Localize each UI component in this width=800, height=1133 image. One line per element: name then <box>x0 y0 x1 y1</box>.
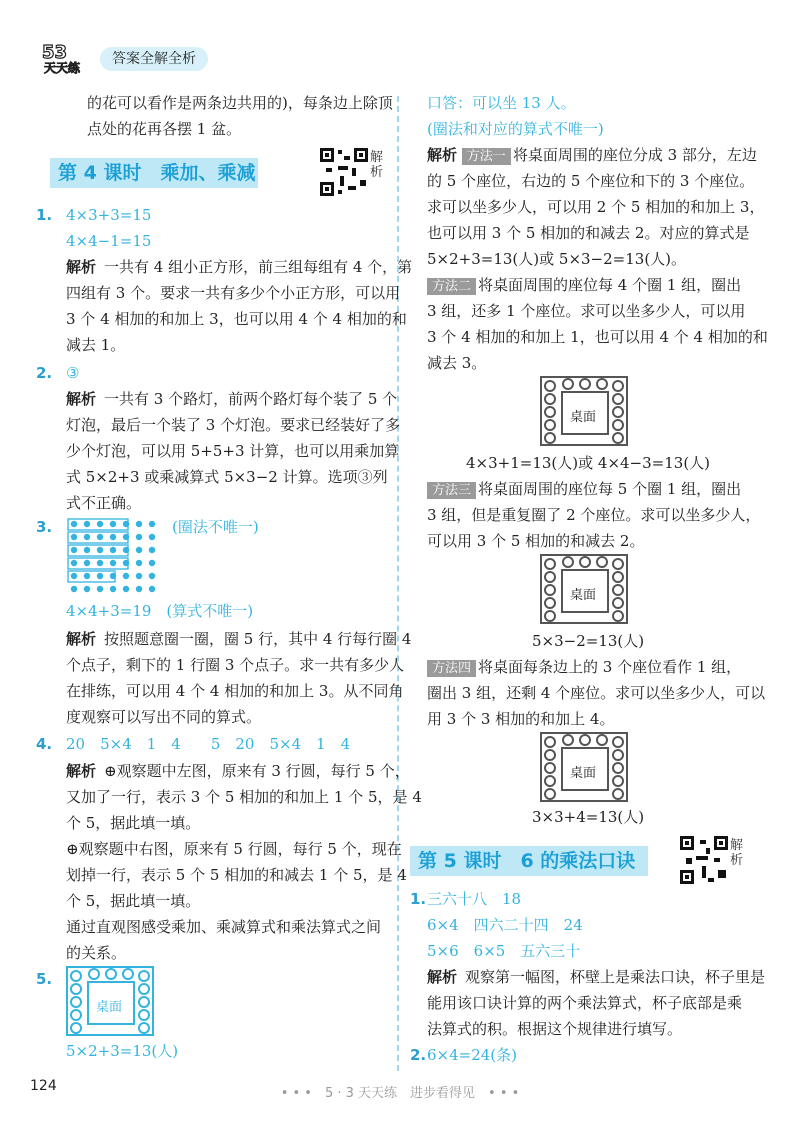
dot <box>149 521 155 527</box>
question-number: 5. <box>36 970 53 988</box>
dot <box>97 573 103 579</box>
method-text: 求可以坐多少人，可以用 2 个 5 相加的和加上 3， <box>427 198 765 216</box>
footer-slogan: • • • 5 · 3 天天练 进步看得见 • • • <box>280 1086 520 1101</box>
question-number: 1. <box>36 206 53 224</box>
table-label: 桌面 <box>570 766 597 781</box>
qr-code-icon[interactable] <box>318 146 370 202</box>
method-tag: 方法二 <box>427 278 476 295</box>
analysis-text: 的关系。 <box>66 944 127 962</box>
dot <box>97 534 103 540</box>
method-line <box>427 656 741 678</box>
analysis-text: 按照题意圈一圈，圈 5 行，其中 4 行每行圈 4 <box>104 630 412 648</box>
question-number: 2. <box>410 1046 427 1064</box>
dot <box>84 586 90 592</box>
answer-q4: 20 5×4 1 4 5 20 5×4 1 4 <box>66 735 351 753</box>
svg-text:天天练: 天天练 <box>44 61 81 74</box>
lesson-4-title: 第 4 课时 乘加、乘减 <box>50 158 258 188</box>
answer-line: 6×4=24(条) <box>427 1046 518 1064</box>
analysis-text: 少个灯泡，可以用 5+5+3 计算，也可以用乘加算 <box>66 442 400 460</box>
table-label: 桌面 <box>570 588 597 603</box>
dot <box>84 573 90 579</box>
logo-icon <box>40 40 98 74</box>
dot <box>149 560 155 566</box>
dot <box>97 586 103 592</box>
dot <box>71 560 77 566</box>
method-text: 3 个 4 相加的和加上 1，也可以用 4 个 4 相加的和 <box>427 328 768 346</box>
table-seating-figure <box>66 966 156 1038</box>
method-line <box>427 144 757 166</box>
dot <box>97 560 103 566</box>
method-text: 3 组，但是重复圈了 2 个座位。求可以坐多少人， <box>427 506 761 524</box>
analysis-text: 一共有 4 组小正方形，前三组每组有 4 个，第 <box>104 258 413 276</box>
analysis-text: 式不正确。 <box>66 494 142 512</box>
answer-line: 5×6 6×5 五六三十 <box>427 942 581 960</box>
table-seating-figure <box>540 554 630 626</box>
analysis-text: 减去 1。 <box>66 336 126 354</box>
dot <box>110 521 116 527</box>
analysis-text: 观察第一幅图，杯壁上是乘法口诀，杯子里是 <box>465 968 766 986</box>
analysis-text: 个 5，据此填一填。 <box>66 892 201 910</box>
analysis-text: 通过直观图感受乘加、乘减算式和乘法算式之间 <box>66 918 382 936</box>
dot-grid-figure <box>66 518 166 598</box>
dot <box>110 560 116 566</box>
dot <box>136 560 142 566</box>
method-text: 也可以用 3 个 5 相加的和减去 2。对应的算式是 <box>427 224 750 242</box>
intro-line: 的花可以看作是两条边共用的)，每条边上除顶 <box>87 94 393 112</box>
qr-label: 解析 <box>730 838 744 868</box>
analysis-label: 解析 <box>66 630 97 648</box>
table-label: 桌面 <box>570 410 597 425</box>
dot <box>123 586 129 592</box>
answer-q2: ③ <box>66 364 80 382</box>
method-text: 用 3 个 3 相加的和加上 4。 <box>427 710 615 728</box>
question-number: 2. <box>36 364 53 382</box>
method-text: 将桌面周围的座位每 4 个圈 1 组，圈出 <box>478 276 742 294</box>
dot <box>71 534 77 540</box>
analysis-text: 个 5，据此填一填。 <box>66 814 201 832</box>
dot <box>97 521 103 527</box>
analysis-label: 解析 <box>427 968 458 986</box>
analysis-text: 个点子，剩下的 1 行圈 3 个点子。求一共有多少人 <box>66 656 405 674</box>
header-logo <box>40 40 98 74</box>
method-text: 可以用 3 个 5 相加的和减去 2。 <box>427 532 645 550</box>
dot <box>110 586 116 592</box>
analysis-text: 式 5×2+3 或乘减算式 5×3−2 计算。选项③列 <box>66 468 388 486</box>
method-text: 3 组，还多 1 个座位。求可以坐多少人，可以用 <box>427 302 746 320</box>
analysis-text: 一共有 3 个路灯，前两个路灯每个装了 5 个 <box>104 390 398 408</box>
method-text: 的 5 个座位，右边的 5 个座位和下的 3 个座位。 <box>427 172 755 190</box>
analysis-text: 法算式的积。根据这个规律进行填写。 <box>427 1020 683 1038</box>
method-equation: 3×3+4=13(人) <box>532 808 645 826</box>
method-text: 将桌面周围的座位每 5 个圈 1 组，圈出 <box>478 480 742 498</box>
dot <box>110 547 116 553</box>
analysis-text: ⊕观察题中左图，原来有 3 行圆，每行 5 个， <box>104 762 410 780</box>
method-equation: 4×3+1=13(人)或 4×4−3=13(人) <box>466 454 711 472</box>
dot <box>71 586 77 592</box>
dot <box>149 586 155 592</box>
column-divider <box>397 96 399 1071</box>
answer-oral: 口答：可以坐 13 人。 <box>427 94 576 112</box>
dot <box>149 573 155 579</box>
qr-label: 解析 <box>370 150 384 180</box>
analysis-text: 在排练，可以用 4 个 4 相加的和加上 3。从不同角 <box>66 682 404 700</box>
dot <box>136 573 142 579</box>
method-text: 5×2+3=13(人)或 5×3−2=13(人)。 <box>427 250 687 268</box>
dot <box>149 547 155 553</box>
analysis-text: 度观察可以写出不同的算式。 <box>66 708 262 726</box>
analysis-text: 四组有 3 个。要求一共有多少个小正方形，可以用 <box>66 284 401 302</box>
dot <box>136 547 142 553</box>
svg-text:53: 53 <box>42 42 68 63</box>
analysis-label: 解析 <box>66 390 97 408</box>
lesson-5-title: 第 5 课时 6 的乘法口诀 <box>410 846 648 876</box>
answer-q1-line1: 4×3+3=15 <box>66 206 152 224</box>
method-tag: 方法三 <box>427 482 476 499</box>
answer-note: (圈法和对应的算式不唯一) <box>427 120 604 138</box>
dot <box>71 573 77 579</box>
answer-q3-note: (圈法不唯一) <box>172 518 259 536</box>
answer-line: 6×4 四六二十四 24 <box>427 916 583 934</box>
dot <box>136 586 142 592</box>
header-badge: 答案全解全析 <box>100 47 208 71</box>
table-seating-figure <box>540 376 630 448</box>
analysis-text: 划掉一行，表示 5 个 5 相加的和减去 1 个 5，是 4 <box>66 866 407 884</box>
method-text: 将桌面每条边上的 3 个座位看作 1 组， <box>478 658 742 676</box>
analysis-label: 解析 <box>427 146 458 164</box>
analysis-label: 解析 <box>66 258 97 276</box>
dot <box>84 560 90 566</box>
analysis-label: 解析 <box>66 762 97 780</box>
method-tag: 方法四 <box>427 660 476 677</box>
intro-line: 点处的花再各摆 1 盆。 <box>87 120 242 138</box>
method-line <box>427 274 741 296</box>
dot <box>110 534 116 540</box>
answer-line: 三六十八 18 <box>427 890 522 908</box>
table-seating-figure <box>540 732 630 804</box>
dot <box>84 521 90 527</box>
method-line <box>427 478 741 500</box>
method-text: 将桌面周围的座位分成 3 部分，左边 <box>512 146 757 164</box>
page-number: 124 <box>30 1078 57 1094</box>
method-tag: 方法一 <box>462 148 511 165</box>
analysis-text: ⊕观察题中右图，原来有 5 行圆，每行 5 个，现在 <box>66 840 402 858</box>
dot <box>136 534 142 540</box>
dot <box>84 534 90 540</box>
analysis-text: 3 个 4 相加的和加上 3，也可以用 4 个 4 相加的和 <box>66 310 407 328</box>
answer-q3-equation: 4×4+3=19 (算式不唯一) <box>66 602 254 620</box>
analysis-text: 能用该口诀计算的两个乘法算式，杯子底部是乘 <box>427 994 743 1012</box>
dot <box>149 534 155 540</box>
dot <box>71 547 77 553</box>
answer-q1-line2: 4×4−1=15 <box>66 232 152 250</box>
analysis-text: 又加了一行，表示 3 个 5 相加的和加上 1 个 5，是 4 <box>66 788 422 806</box>
method-text: 减去 3。 <box>427 354 487 372</box>
dot <box>71 521 77 527</box>
question-number: 3. <box>36 518 53 536</box>
method-equation: 5×3−2=13(人) <box>532 632 645 650</box>
question-number: 1. <box>410 890 427 908</box>
dot <box>123 573 129 579</box>
dot <box>136 521 142 527</box>
answer-q5-equation: 5×2+3=13(人) <box>66 1042 179 1060</box>
method-text: 圈出 3 组，还剩 4 个座位。求可以坐多少人，可以 <box>427 684 766 702</box>
table-label: 桌面 <box>96 1000 123 1015</box>
question-number: 4. <box>36 735 53 753</box>
dot <box>84 547 90 553</box>
qr-code-icon[interactable] <box>678 834 730 890</box>
dot <box>97 547 103 553</box>
analysis-text: 灯泡，最后一个装了 3 个灯泡。要求已经装好了多 <box>66 416 401 434</box>
